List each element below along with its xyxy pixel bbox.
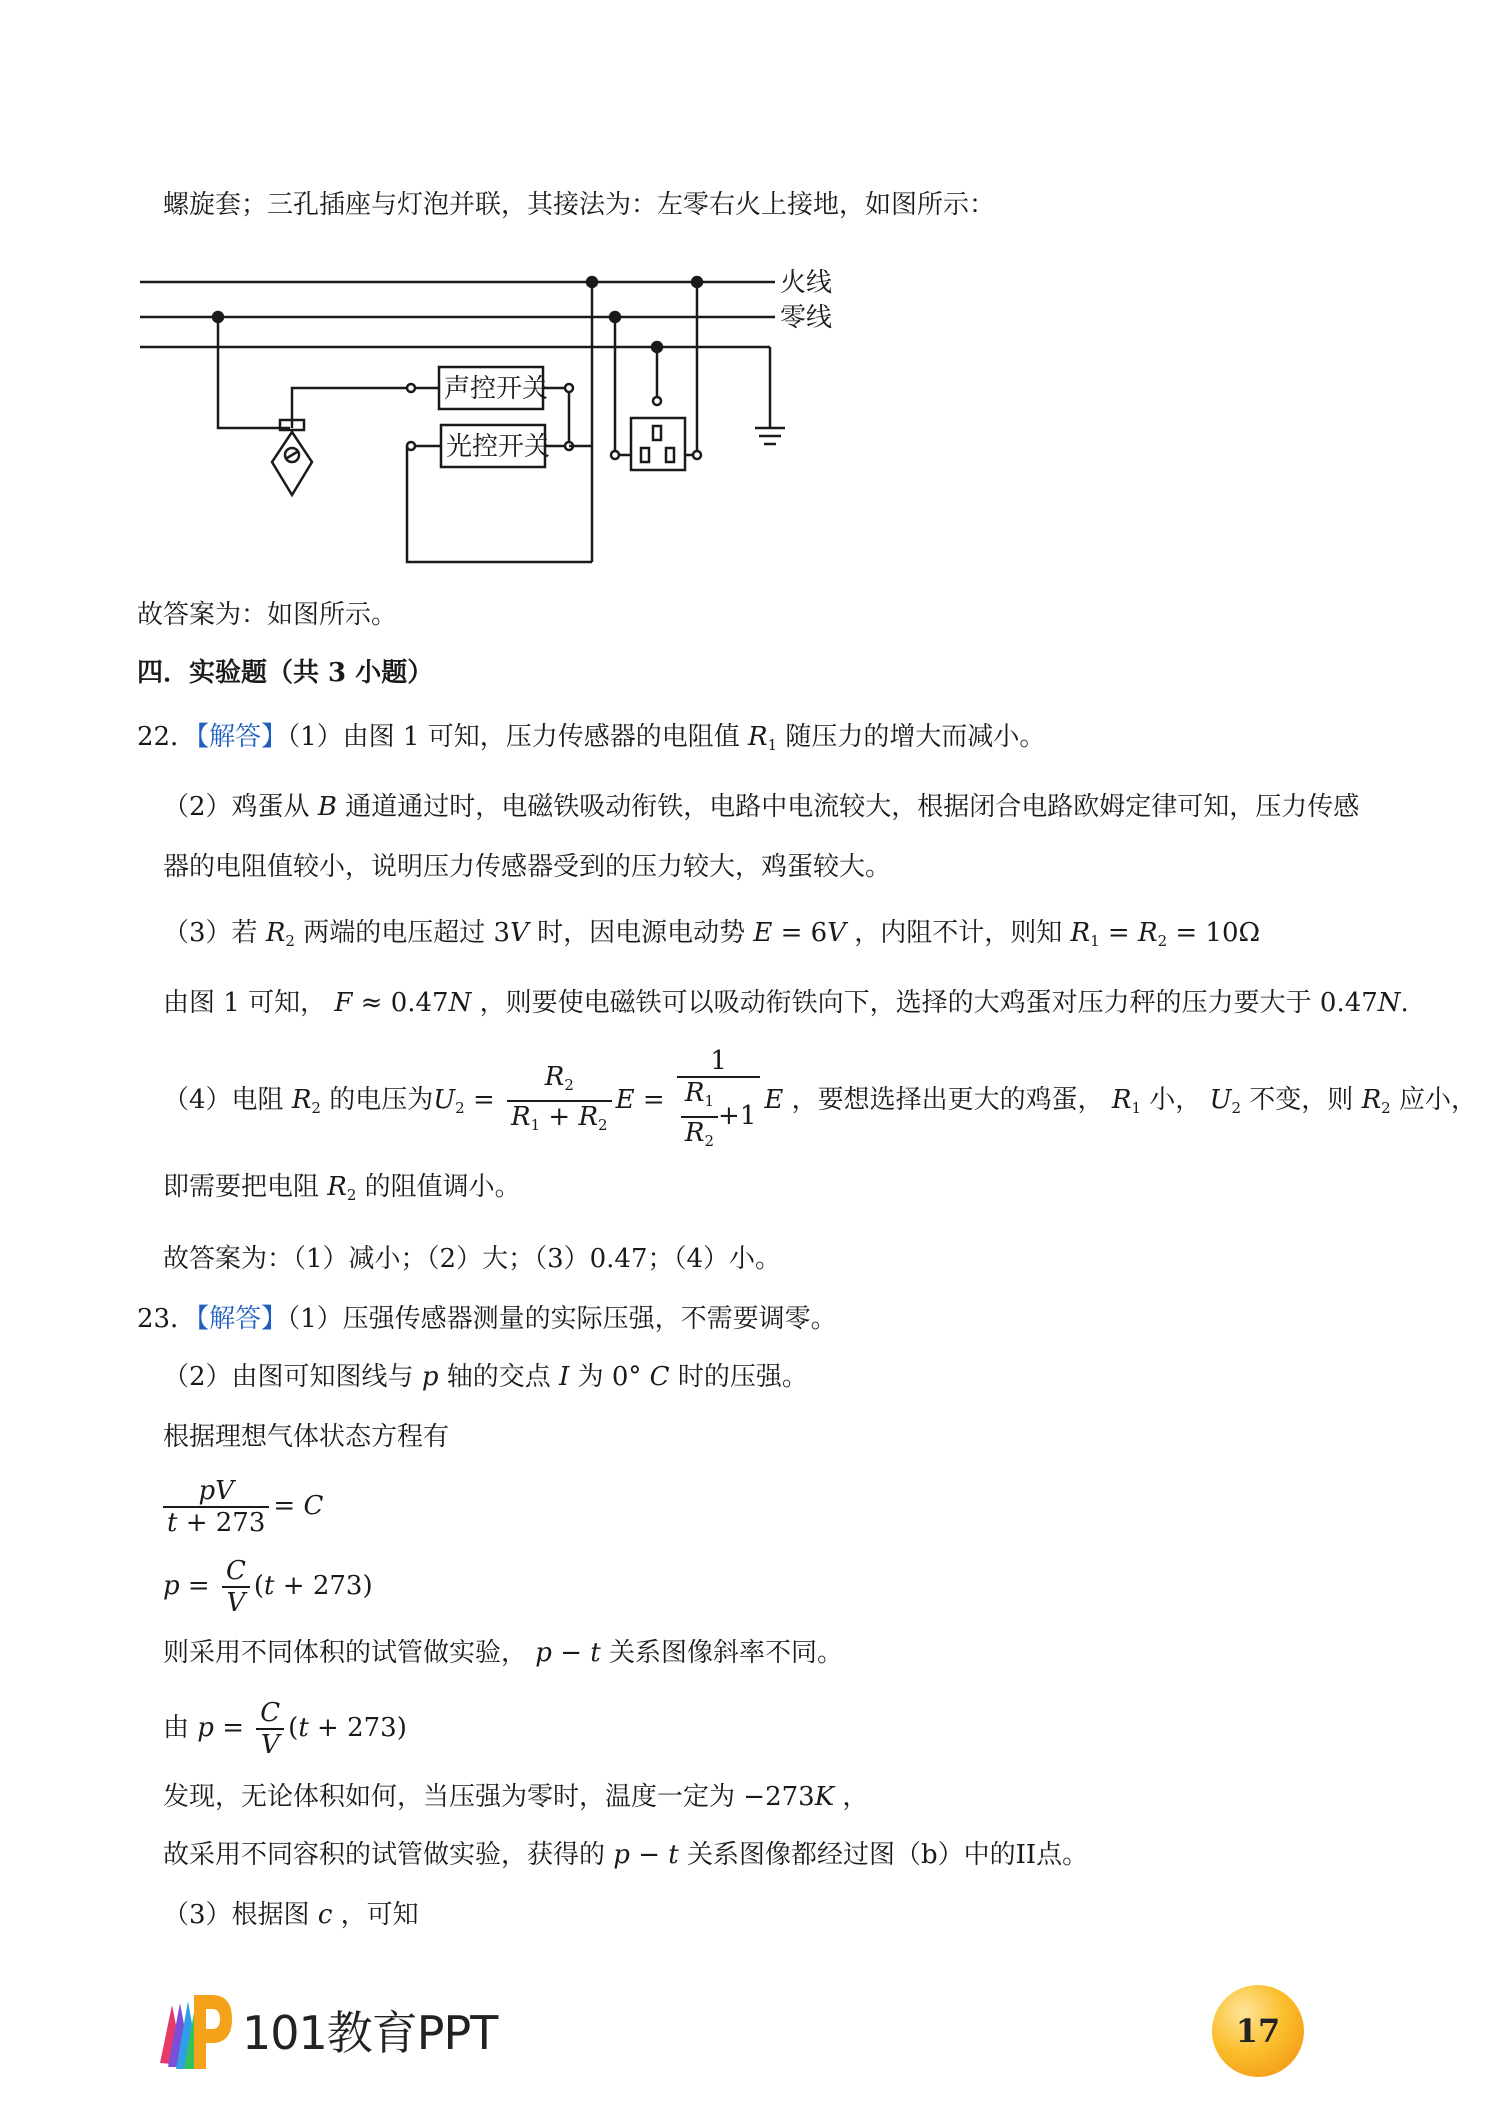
- intro-text: 螺旋套；三孔插座与灯泡并联，其接法为：左零右火上接地，如图所示：: [163, 190, 996, 220]
- q23-line4: 则采用不同体积的试管做实验， p − t 关系图像斜率不同。: [163, 1638, 843, 1668]
- q23-line5: 发现，无论体积如何，当压强为零时，温度一定为 −273K ，: [163, 1782, 869, 1812]
- page-number: 17: [1212, 1985, 1304, 2077]
- bulb-icon: [272, 432, 312, 495]
- q23-answer-tag: 【解答】: [196, 1304, 288, 1334]
- brand-logo-icon: [150, 1985, 234, 2075]
- circuit-diagram: [135, 250, 865, 570]
- q22-line2: （2）鸡蛋从 B 通道通过时，电磁铁吸动衔铁，电路中电流较大，根据闭合电路欧姆定律可知，压力传感: [163, 792, 1360, 822]
- section-heading: 四．实验题（共 3 小题）: [137, 658, 434, 688]
- q23-line3: 根据理想气体状态方程有: [163, 1422, 450, 1452]
- q22-line7: 即需要把电阻 $R_2$ 的阻值调小。: [163, 1172, 521, 1204]
- q22-answer: 故答案为：（1）减小；（2）大；（3）0.47；（4）小。: [163, 1244, 782, 1274]
- sound-switch-label: 声控开关: [444, 374, 549, 404]
- q23-line7: （3）根据图 c ，可知: [163, 1900, 419, 1930]
- answer-21: 故答案为：如图所示。: [137, 600, 398, 630]
- light-switch-label: 光控开关: [446, 432, 551, 462]
- q23-eq1: $\frac{pV}{t + 273}$ = C: [163, 1476, 323, 1538]
- q22-line6: （4）电阻 $R_2$ 的电压为$U_2$ = $\frac{R_2}{R_1 + R_2}$ E = 1 $\frac{R_1}{R_2}$ +1 E ，要想选择出更大的鸡蛋， $R_1$ 小， $U_2$ 不变，则 $R_2$ 应小，: [163, 1046, 1477, 1150]
- brand-logo: [150, 1985, 497, 2075]
- q23-eq3: 由 p = $\frac{C}{V}$ (t + 273): [163, 1698, 407, 1760]
- q22-line1: 22．【解答】（1）由图 1 可知，压力传感器的电阻值 $R_1$ 随压力的增大而减小。: [137, 722, 1046, 754]
- neutral-wire-label: 零线: [780, 303, 833, 333]
- q23-eq2: p = $\frac{C}{V}$ (t + 273): [163, 1556, 373, 1618]
- q23-line2: （2）由图可知图线与 p 轴的交点 I 为 0° C 时的压强。: [163, 1362, 808, 1392]
- brand-name: 101教育PPT: [242, 2006, 498, 2060]
- q22-line3: 器的电阻值较小，说明压力传感器受到的压力较大，鸡蛋较大。: [163, 852, 892, 882]
- q22-answer-tag: 【解答】: [196, 722, 288, 752]
- q22-line4: （3）若 $R_2$ 两端的电压超过 3V 时，因电源电动势 E = 6V ，内阻不计，则知 $R_1 = R_2 = 10\Omega$: [163, 918, 1261, 950]
- q23-line1: 23．【解答】（1）压强传感器测量的实际压强，不需要调零。: [137, 1304, 837, 1334]
- q23-line6: 故采用不同容积的试管做实验，获得的 p − t 关系图像都经过图（b）中的II点。: [163, 1840, 1089, 1870]
- q22-line5: 由图 1 可知， F ≈ 0.47N ，则要使电磁铁可以吸动衔铁向下，选择的大鸡蛋对压力秤的压力要大于 0.47N.: [163, 988, 1409, 1018]
- live-wire-label: 火线: [780, 268, 833, 298]
